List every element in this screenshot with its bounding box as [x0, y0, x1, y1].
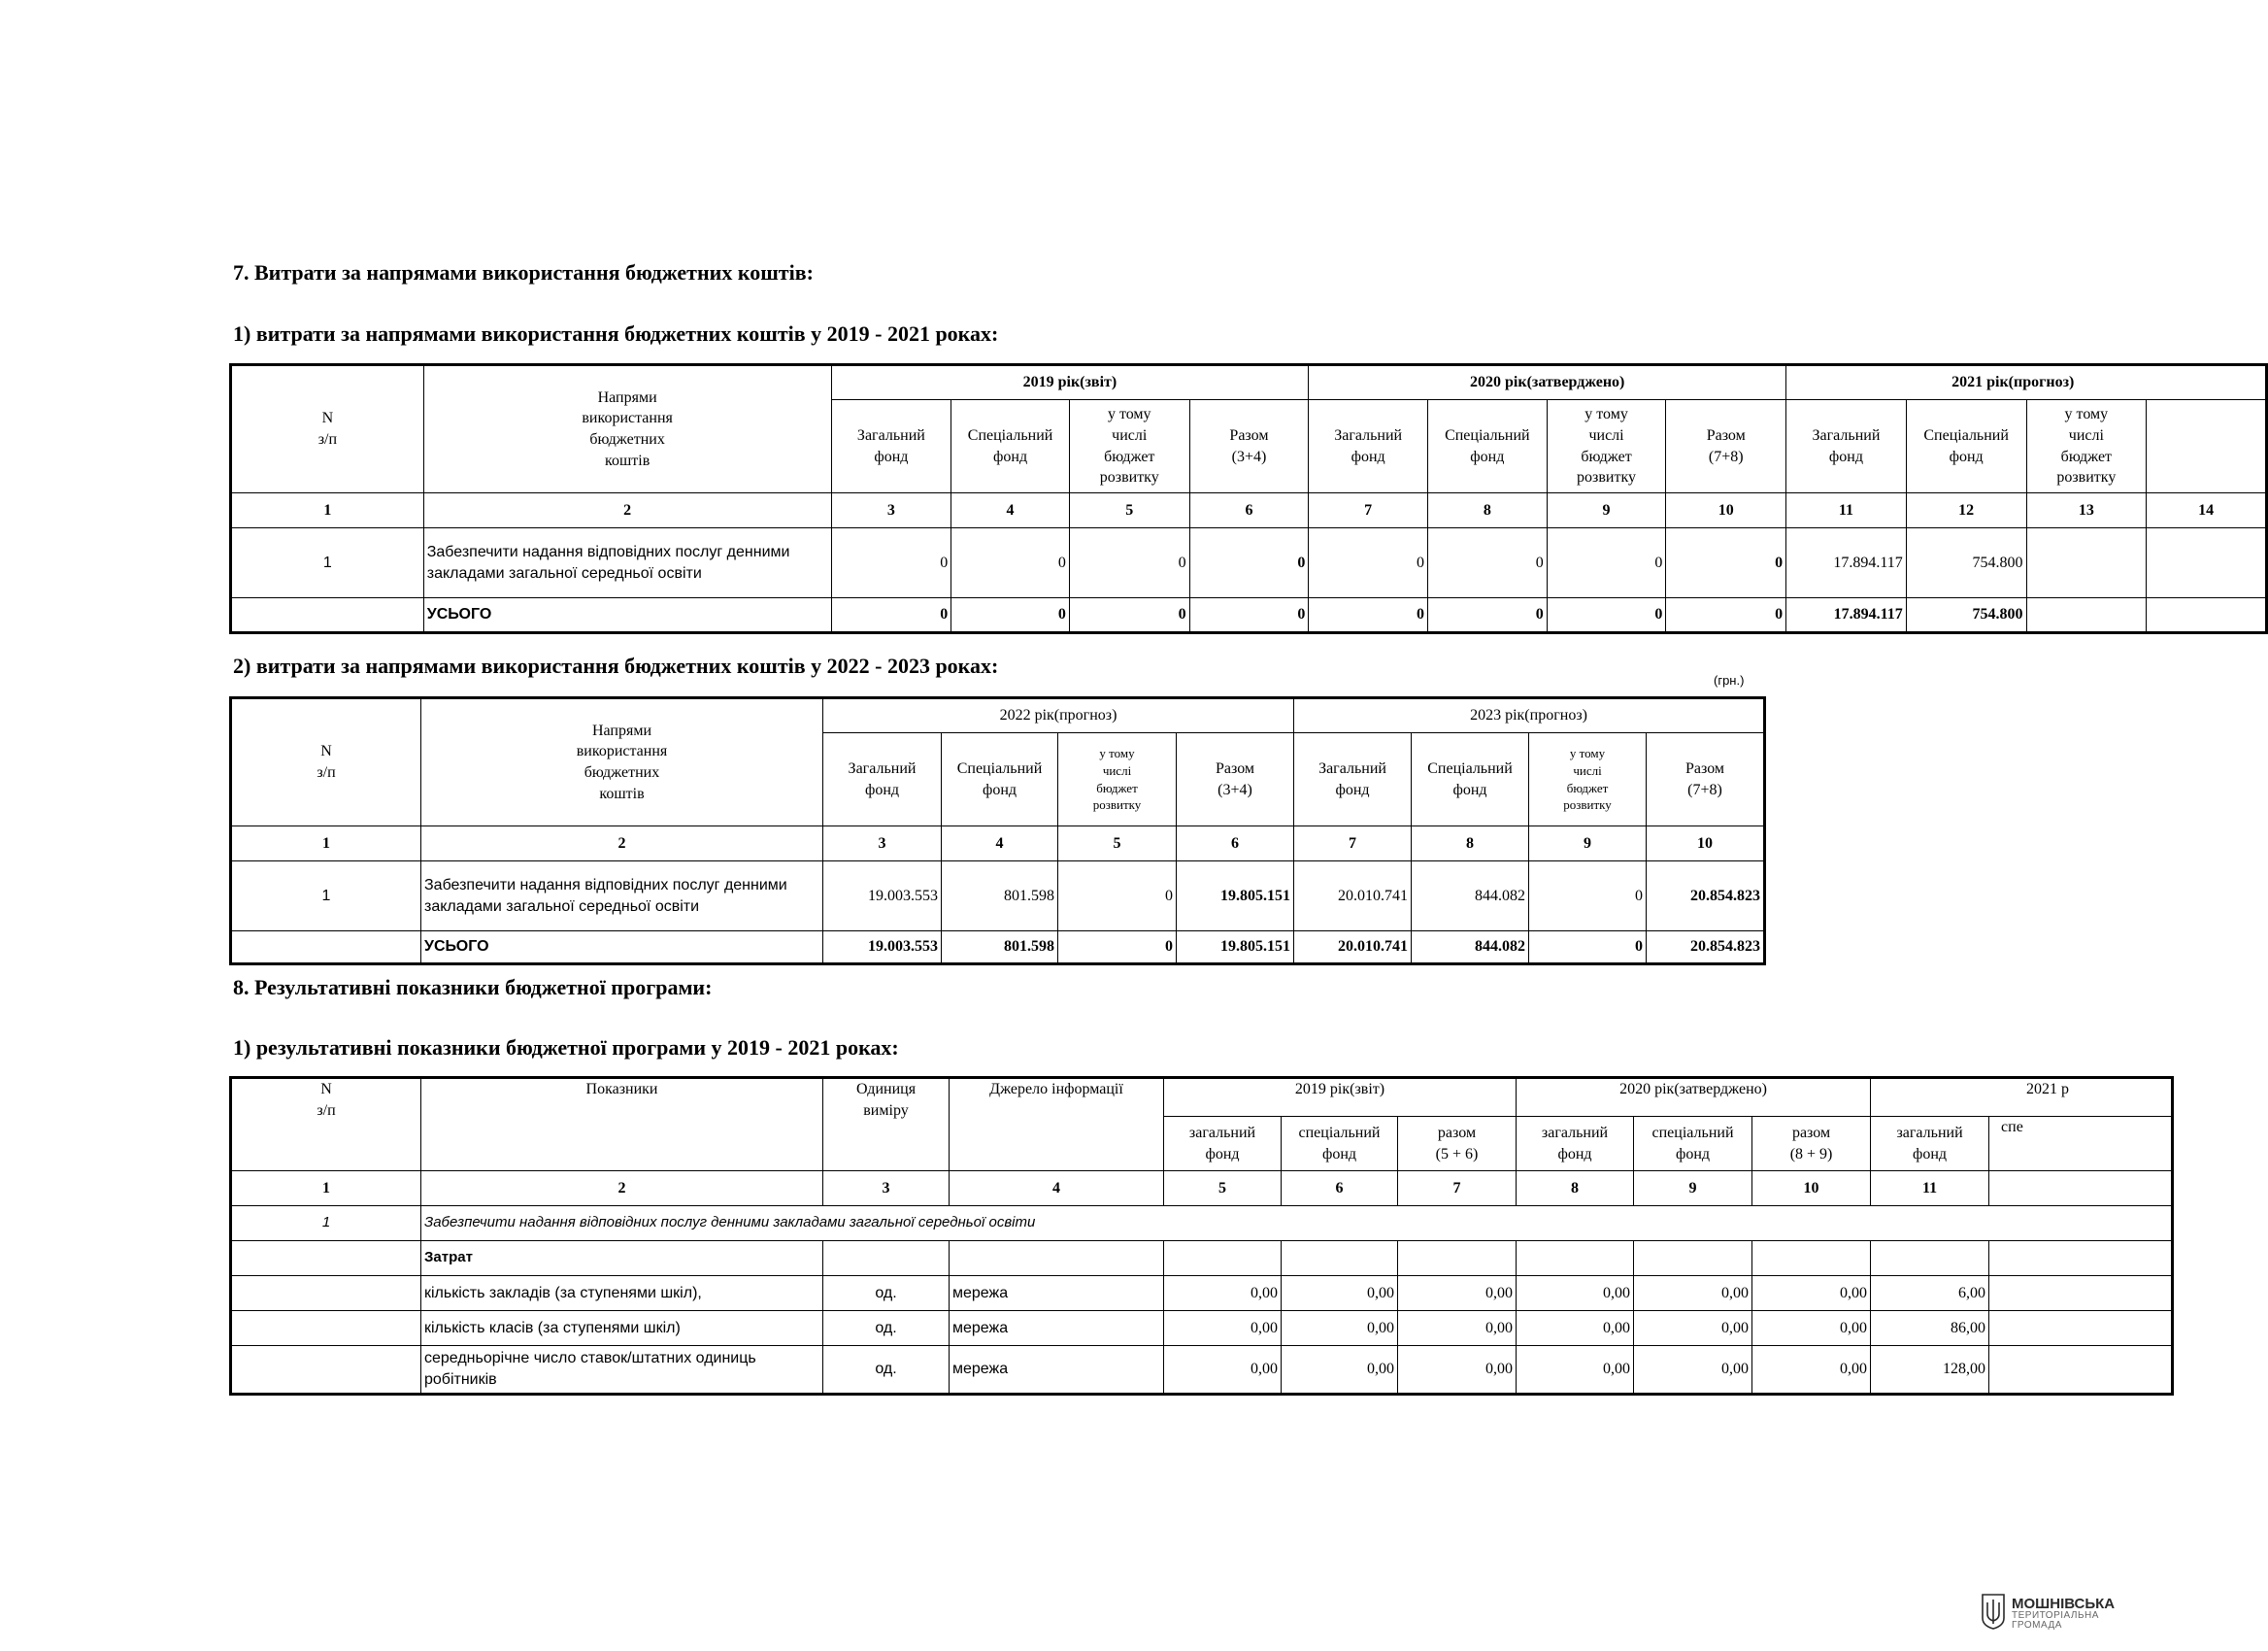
task-num: 1 [231, 1206, 421, 1241]
value-cell: 844.082 [1412, 861, 1529, 931]
col-num: 2 [423, 493, 831, 528]
total-value: 0 [1428, 598, 1548, 633]
value-cell: 19.003.553 [823, 861, 942, 931]
col-num: 14 [2147, 493, 2267, 528]
incl-dev-header: у тому числі бюджет розвитку [1069, 400, 1189, 493]
value-cell: 0,00 [1164, 1276, 1282, 1311]
special-fund-header: спеціальний фонд [1634, 1117, 1752, 1171]
logo-text [2012, 1597, 2115, 1631]
value-cell: 0 [951, 528, 1070, 598]
general-fund-header: Загальний фонд [823, 733, 942, 826]
year-2019-header: 2019 рік(звіт) [831, 365, 1309, 400]
indicator-name: кількість закладів (за ступенями шкіл), [421, 1276, 823, 1311]
total-label: УСЬОГО [423, 598, 831, 633]
group-row [231, 1241, 2173, 1276]
value-cell: 0,00 [1164, 1311, 1282, 1346]
total-header [2147, 400, 2267, 493]
num-header: N з/п [231, 698, 421, 826]
special-fund-header: спе [1989, 1117, 2173, 1171]
total-header: Разом (3+4) [1189, 400, 1309, 493]
col-num: 4 [951, 493, 1070, 528]
empty-cell [1871, 1241, 1989, 1276]
value-cell: 0 [1069, 528, 1189, 598]
col-num: 8 [1412, 826, 1529, 861]
value-cell: 0 [1666, 528, 1786, 598]
table-row [231, 861, 1765, 931]
special-fund-header: Спеціальний фонд [1906, 400, 2026, 493]
general-fund-header: загальний фонд [1871, 1117, 1989, 1171]
value-cell [2147, 528, 2267, 598]
special-fund-header: спеціальний фонд [1282, 1117, 1398, 1171]
year-2020-header: 2020 рік(затверджено) [1517, 1078, 1871, 1117]
empty-cell [231, 598, 424, 633]
value-cell [1989, 1346, 2173, 1395]
empty-cell [950, 1241, 1164, 1276]
value-cell: 0 [1189, 528, 1309, 598]
table3-clip [229, 1076, 2070, 1393]
value-cell: 0 [1547, 528, 1666, 598]
special-fund-header: Спеціальний фонд [951, 400, 1070, 493]
value-cell: 801.598 [942, 861, 1058, 931]
value-cell: 86,00 [1871, 1311, 1989, 1346]
value-cell: 0,00 [1634, 1276, 1752, 1311]
num-header: N з/п [231, 1078, 421, 1171]
col-num: 11 [1786, 493, 1907, 528]
total-label: УСЬОГО [421, 931, 823, 964]
col-num: 1 [231, 826, 421, 861]
total-value: 0 [1069, 598, 1189, 633]
direction-text: Забезпечити надання відповідних послуг денними закладами загальної середньої освіти [421, 861, 823, 931]
total-value [2026, 598, 2147, 633]
value-cell: 0 [831, 528, 951, 598]
col-num: 2 [421, 1171, 823, 1206]
value-cell: 0 [1058, 861, 1177, 931]
col-num: 10 [1647, 826, 1765, 861]
year-2020-header: 2020 рік(затверджено) [1309, 365, 1786, 400]
incl-dev-header: у тому числі бюджет розвитку [1529, 733, 1647, 826]
total-row [231, 598, 2267, 633]
direction-text: Забезпечити надання відповідних послуг денними закладами загальної середньої освіти [423, 528, 831, 598]
col-num: 10 [1666, 493, 1786, 528]
indicators-header: Показники [421, 1078, 823, 1171]
year-2019-header: 2019 рік(звіт) [1164, 1078, 1517, 1117]
value-cell: 0,00 [1517, 1311, 1634, 1346]
total-value: 0 [831, 598, 951, 633]
col-num: 7 [1309, 493, 1428, 528]
incl-dev-header: у тому числі бюджет розвитку [1547, 400, 1666, 493]
col-num [1989, 1171, 2173, 1206]
value-cell: 20.854.823 [1647, 861, 1765, 931]
col-num: 6 [1177, 826, 1294, 861]
general-fund-header: Загальний фонд [831, 400, 951, 493]
special-fund-header: Спеціальний фонд [942, 733, 1058, 826]
year-2021-header: 2021 р [1871, 1078, 2173, 1117]
general-fund-header: Загальний фонд [1309, 400, 1428, 493]
value-cell: 0,00 [1752, 1311, 1871, 1346]
trident-emblem-icon [1981, 1593, 2006, 1634]
value-cell: 19.805.151 [1177, 861, 1294, 931]
total-value: 20.854.823 [1647, 931, 1765, 964]
direction-header: Напрями використання бюджетних коштів [421, 698, 823, 826]
section-8-heading: 8. Результативні показники бюджетної програми: [233, 975, 713, 999]
total-value: 801.598 [942, 931, 1058, 964]
total-value: 0 [1058, 931, 1177, 964]
indicator-unit: од. [823, 1276, 950, 1311]
col-num: 3 [823, 1171, 950, 1206]
total-value: 17.894.117 [1786, 598, 1907, 633]
total-value: 20.010.741 [1294, 931, 1412, 964]
total-header: Разом (7+8) [1647, 733, 1765, 826]
indicator-source: мережа [950, 1346, 1164, 1395]
value-cell: 0 [1428, 528, 1548, 598]
table-row [231, 1311, 2173, 1346]
empty-cell [231, 1276, 421, 1311]
sum-header: разом (5 + 6) [1398, 1117, 1517, 1171]
col-num: 3 [823, 826, 942, 861]
col-num: 8 [1517, 1171, 1634, 1206]
special-fund-header: Спеціальний фонд [1412, 733, 1529, 826]
value-cell [1989, 1311, 2173, 1346]
general-fund-header: Загальний фонд [1294, 733, 1412, 826]
col-num: 9 [1529, 826, 1647, 861]
value-cell: 0 [1309, 528, 1428, 598]
table-row [231, 528, 2267, 598]
unit-note: (грн.) [1714, 673, 1745, 688]
empty-cell [231, 1241, 421, 1276]
empty-cell [823, 1241, 950, 1276]
value-cell: 0,00 [1752, 1276, 1871, 1311]
value-cell: 0,00 [1282, 1346, 1398, 1395]
general-fund-header: загальний фонд [1517, 1117, 1634, 1171]
col-num: 6 [1189, 493, 1309, 528]
total-value: 19.003.553 [823, 931, 942, 964]
col-num: 3 [831, 493, 951, 528]
indicator-source: мережа [950, 1311, 1164, 1346]
total-value: 0 [1189, 598, 1309, 633]
empty-cell [231, 1346, 421, 1395]
total-value: 0 [1529, 931, 1647, 964]
value-cell: 0,00 [1398, 1311, 1517, 1346]
total-value: 0 [1547, 598, 1666, 633]
empty-cell [1752, 1241, 1871, 1276]
col-num: 7 [1398, 1171, 1517, 1206]
col-num: 13 [2026, 493, 2147, 528]
logo-line-1: МОШНІВСЬКА [2012, 1596, 2116, 1612]
incl-dev-header: у тому числі бюджет розвитку [1058, 733, 1177, 826]
empty-cell [1398, 1241, 1517, 1276]
total-value: 754.800 [1906, 598, 2026, 633]
unit-header: Одиниця виміру [823, 1078, 950, 1171]
indicator-name: кількість класів (за ступенями шкіл) [421, 1311, 823, 1346]
total-value: 0 [951, 598, 1070, 633]
incl-dev-header: у тому числі бюджет розвитку [2026, 400, 2147, 493]
value-cell: 17.894.117 [1786, 528, 1907, 598]
expenditure-table-2019-2021 [229, 363, 2268, 634]
community-logo [1981, 1593, 2115, 1634]
total-header: Разом (3+4) [1177, 733, 1294, 826]
total-header: Разом (7+8) [1666, 400, 1786, 493]
value-cell: 0,00 [1517, 1276, 1634, 1311]
col-num: 6 [1282, 1171, 1398, 1206]
logo-line-3: ГРОМАДА [2012, 1620, 2062, 1631]
col-num: 1 [231, 1171, 421, 1206]
empty-cell [231, 931, 421, 964]
table2-clip [229, 696, 1763, 968]
table-row [231, 1346, 2173, 1395]
total-value [2147, 598, 2267, 633]
col-num: 8 [1428, 493, 1548, 528]
indicator-source: мережа [950, 1276, 1164, 1311]
col-num: 9 [1547, 493, 1666, 528]
col-num: 9 [1634, 1171, 1752, 1206]
task-text: Забезпечити надання відповідних послуг денними закладами загальної середньої освіти [421, 1206, 2173, 1241]
empty-cell [1164, 1241, 1282, 1276]
value-cell [1989, 1276, 2173, 1311]
expenditure-table-2022-2023 [229, 696, 1766, 965]
performance-indicators-table [229, 1076, 2174, 1396]
total-value: 844.082 [1412, 931, 1529, 964]
col-num: 4 [950, 1171, 1164, 1206]
table1-clip [229, 363, 2215, 635]
value-cell [2026, 528, 2147, 598]
empty-cell [1989, 1241, 2173, 1276]
total-value: 0 [1666, 598, 1786, 633]
value-cell: 754.800 [1906, 528, 2026, 598]
section-7-2-heading: 2) витрати за напрямами використання бюджетних коштів у 2022 - 2023 роках: [233, 654, 999, 678]
col-num: 10 [1752, 1171, 1871, 1206]
col-num: 2 [421, 826, 823, 861]
value-cell: 128,00 [1871, 1346, 1989, 1395]
direction-header: Напрями використання бюджетних коштів [423, 365, 831, 493]
value-cell: 0,00 [1517, 1346, 1634, 1395]
value-cell: 0,00 [1752, 1346, 1871, 1395]
value-cell: 0,00 [1282, 1276, 1398, 1311]
indicator-name: середньорічне число ставок/штатних одиниць робітників [421, 1346, 823, 1395]
value-cell: 0 [1529, 861, 1647, 931]
row-num: 1 [231, 861, 421, 931]
group-label: Затрат [421, 1241, 823, 1276]
source-header: Джерело інформації [950, 1078, 1164, 1171]
empty-cell [1634, 1241, 1752, 1276]
col-num: 5 [1058, 826, 1177, 861]
empty-cell [1517, 1241, 1634, 1276]
value-cell: 0,00 [1398, 1276, 1517, 1311]
indicator-unit: од. [823, 1311, 950, 1346]
value-cell: 0,00 [1164, 1346, 1282, 1395]
section-7-heading: 7. Витрати за напрямами використання бюджетних коштів: [233, 260, 814, 285]
value-cell: 0,00 [1398, 1346, 1517, 1395]
empty-cell [1282, 1241, 1398, 1276]
general-fund-header: Загальний фонд [1786, 400, 1907, 493]
task-row [231, 1206, 2173, 1241]
col-num: 5 [1069, 493, 1189, 528]
col-num: 4 [942, 826, 1058, 861]
value-cell: 20.010.741 [1294, 861, 1412, 931]
special-fund-header: Спеціальний фонд [1428, 400, 1548, 493]
section-8-1-heading: 1) результативні показники бюджетної програми у 2019 - 2021 роках: [233, 1035, 899, 1060]
year-2023-header: 2023 рік(прогноз) [1294, 698, 1765, 733]
value-cell: 0,00 [1634, 1311, 1752, 1346]
num-header: N з/п [231, 365, 424, 493]
total-row [231, 931, 1765, 964]
total-value: 19.805.151 [1177, 931, 1294, 964]
general-fund-header: загальний фонд [1164, 1117, 1282, 1171]
value-cell: 6,00 [1871, 1276, 1989, 1311]
sum-header: разом (8 + 9) [1752, 1117, 1871, 1171]
empty-cell [231, 1311, 421, 1346]
section-7-1-heading: 1) витрати за напрямами використання бюджетних коштів у 2019 - 2021 роках: [233, 321, 999, 346]
col-num: 7 [1294, 826, 1412, 861]
logo-line-2: ТЕРИТОРІАЛЬНА [2012, 1610, 2099, 1621]
col-num: 12 [1906, 493, 2026, 528]
indicator-unit: од. [823, 1346, 950, 1395]
row-num: 1 [231, 528, 424, 598]
col-num: 11 [1871, 1171, 1989, 1206]
total-value: 0 [1309, 598, 1428, 633]
value-cell: 0,00 [1282, 1311, 1398, 1346]
col-num: 1 [231, 493, 424, 528]
col-num: 5 [1164, 1171, 1282, 1206]
year-2022-header: 2022 рік(прогноз) [823, 698, 1294, 733]
year-2021-header: 2021 рік(прогноз) [1786, 365, 2267, 400]
value-cell: 0,00 [1634, 1346, 1752, 1395]
table-row [231, 1276, 2173, 1311]
